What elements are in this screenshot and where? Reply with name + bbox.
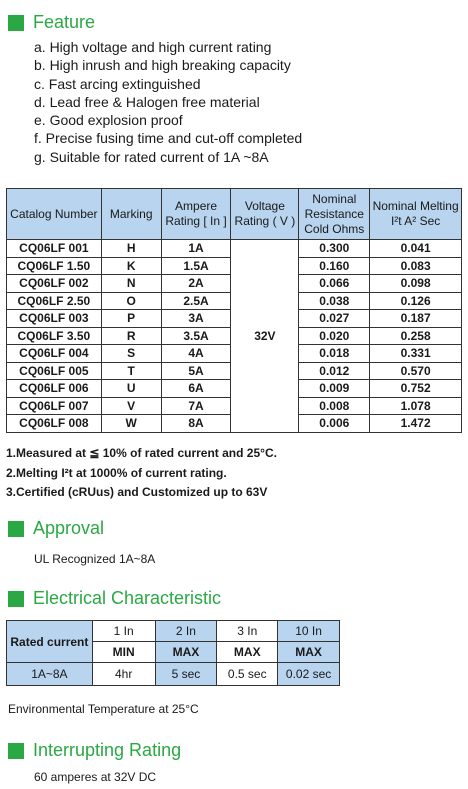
catalog-number-cell: CQ06LF 002 bbox=[7, 275, 102, 293]
resistance-cell: 0.018 bbox=[299, 345, 370, 363]
header-voltage-rating: Voltage Rating ( V ) bbox=[231, 189, 299, 240]
time-cell: 5 sec bbox=[155, 663, 217, 686]
green-square-icon bbox=[8, 743, 24, 759]
catalog-number-cell: CQ06LF 005 bbox=[7, 362, 102, 380]
multiple-cell: 3 In bbox=[217, 621, 278, 642]
electrical-heading bbox=[8, 588, 221, 609]
limit-cell: MAX bbox=[278, 642, 340, 663]
time-cell: 0.02 sec bbox=[278, 663, 340, 686]
note-1: 1.Measured at ≦ 10% of rated current and 25°C. bbox=[6, 446, 277, 460]
feature-item: g. Suitable for rated current of 1A ~8A bbox=[34, 148, 269, 165]
marking-cell: U bbox=[101, 380, 161, 398]
melting-cell: 0.083 bbox=[370, 257, 462, 275]
resistance-cell: 0.066 bbox=[299, 275, 370, 293]
header-marking: Marking bbox=[101, 189, 161, 240]
specification-table bbox=[6, 188, 462, 433]
marking-cell: S bbox=[101, 345, 161, 363]
ampere-rating-cell: 6A bbox=[161, 380, 231, 398]
limit-cell: MIN bbox=[92, 642, 155, 663]
resistance-cell: 0.160 bbox=[299, 257, 370, 275]
table-notes bbox=[6, 444, 277, 503]
feature-list bbox=[34, 38, 302, 166]
catalog-number-cell: CQ06LF 001 bbox=[7, 240, 102, 258]
note-3: 3.Certified (cRUus) and Customized up to 63V bbox=[6, 485, 268, 499]
feature-heading bbox=[8, 12, 95, 33]
interrupting-title: Interrupting Rating bbox=[33, 740, 182, 760]
feature-item: d. Lead free & Halogen free material bbox=[34, 93, 260, 110]
ampere-rating-cell: 8A bbox=[161, 415, 231, 433]
limit-cell: MAX bbox=[217, 642, 278, 663]
resistance-cell: 0.009 bbox=[299, 380, 370, 398]
interrupting-text: 60 amperes at 32V DC bbox=[34, 770, 157, 784]
rated-current-value: 1A~8A bbox=[7, 663, 93, 686]
green-square-icon bbox=[8, 15, 24, 31]
melting-cell: 0.258 bbox=[370, 327, 462, 345]
resistance-cell: 0.020 bbox=[299, 327, 370, 345]
catalog-number-cell: CQ06LF 3.50 bbox=[7, 327, 102, 345]
marking-cell: W bbox=[101, 415, 161, 433]
catalog-number-cell: CQ06LF 1.50 bbox=[7, 257, 102, 275]
interrupting-heading bbox=[8, 740, 181, 761]
melting-cell: 0.331 bbox=[370, 345, 462, 363]
resistance-cell: 0.038 bbox=[299, 292, 370, 310]
header-nominal-resistance: Nominal Resistance Cold Ohms bbox=[299, 189, 370, 240]
melting-cell: 0.752 bbox=[370, 380, 462, 398]
approval-text: UL Recognized 1A~8A bbox=[34, 552, 156, 566]
catalog-number-cell: CQ06LF 003 bbox=[7, 310, 102, 328]
feature-item: a. High voltage and high current rating bbox=[34, 39, 272, 55]
ampere-rating-cell: 2.5A bbox=[161, 292, 231, 310]
ampere-rating-cell: 2A bbox=[161, 275, 231, 293]
voltage-rating-cell: 32V bbox=[231, 240, 299, 433]
feature-item: e. Good explosion proof bbox=[34, 112, 183, 129]
melting-cell: 0.126 bbox=[370, 292, 462, 310]
catalog-number-cell: CQ06LF 004 bbox=[7, 345, 102, 363]
environment-note: Environmental Temperature at 25°C bbox=[8, 702, 199, 716]
marking-cell: V bbox=[101, 397, 161, 415]
resistance-cell: 0.008 bbox=[299, 397, 370, 415]
melting-cell: 1.078 bbox=[370, 397, 462, 415]
limit-cell: MAX bbox=[155, 642, 217, 663]
catalog-number-cell: CQ06LF 2.50 bbox=[7, 292, 102, 310]
melting-cell: 0.187 bbox=[370, 310, 462, 328]
catalog-number-cell: CQ06LF 007 bbox=[7, 397, 102, 415]
catalog-number-cell: CQ06LF 008 bbox=[7, 415, 102, 433]
specification-table-body bbox=[7, 240, 462, 433]
electrical-title: Electrical Characteristic bbox=[33, 588, 222, 608]
marking-cell: N bbox=[101, 275, 161, 293]
marking-cell: P bbox=[101, 310, 161, 328]
header-nominal-melting: Nominal Melting I²t A² Sec bbox=[370, 189, 462, 240]
time-cell: 0.5 sec bbox=[217, 663, 278, 686]
marking-cell: O bbox=[101, 292, 161, 310]
table-row bbox=[7, 240, 462, 258]
ampere-rating-cell: 3.5A bbox=[161, 327, 231, 345]
rated-current-label: Rated current bbox=[7, 621, 93, 663]
melting-cell: 1.472 bbox=[370, 415, 462, 433]
melting-cell: 0.041 bbox=[370, 240, 462, 258]
approval-heading bbox=[8, 518, 104, 539]
approval-title: Approval bbox=[33, 518, 105, 538]
marking-cell: K bbox=[101, 257, 161, 275]
resistance-cell: 0.006 bbox=[299, 415, 370, 433]
melting-cell: 0.098 bbox=[370, 275, 462, 293]
ampere-rating-cell: 7A bbox=[161, 397, 231, 415]
ampere-rating-cell: 5A bbox=[161, 362, 231, 380]
multiple-cell: 10 In bbox=[278, 621, 340, 642]
resistance-cell: 0.012 bbox=[299, 362, 370, 380]
header-catalog-number: Catalog Number bbox=[7, 189, 102, 240]
note-2: 2.Melting I²t at 1000% of current rating. bbox=[6, 465, 227, 480]
ampere-rating-cell: 1A bbox=[161, 240, 231, 258]
header-ampere-rating: Ampere Rating [ In ] bbox=[161, 189, 231, 240]
ampere-rating-cell: 3A bbox=[161, 310, 231, 328]
marking-cell: H bbox=[101, 240, 161, 258]
time-cell: 4hr bbox=[92, 663, 155, 686]
ampere-rating-cell: 4A bbox=[161, 345, 231, 363]
resistance-cell: 0.300 bbox=[299, 240, 370, 258]
catalog-number-cell: CQ06LF 006 bbox=[7, 380, 102, 398]
multiple-cell: 2 In bbox=[155, 621, 217, 642]
feature-item: f. Precise fusing time and cut-off completed bbox=[34, 130, 303, 147]
green-square-icon bbox=[8, 591, 24, 607]
electrical-table bbox=[6, 620, 340, 686]
ampere-rating-cell: 1.5A bbox=[161, 257, 231, 275]
feature-item: c. Fast arcing extinguished bbox=[34, 75, 201, 92]
feature-item: b. High inrush and high breaking capacity bbox=[34, 57, 291, 74]
marking-cell: R bbox=[101, 327, 161, 345]
multiple-cell: 1 In bbox=[92, 621, 155, 642]
resistance-cell: 0.027 bbox=[299, 310, 370, 328]
melting-cell: 0.570 bbox=[370, 362, 462, 380]
marking-cell: T bbox=[101, 362, 161, 380]
feature-title: Feature bbox=[33, 12, 96, 32]
green-square-icon bbox=[8, 521, 24, 537]
